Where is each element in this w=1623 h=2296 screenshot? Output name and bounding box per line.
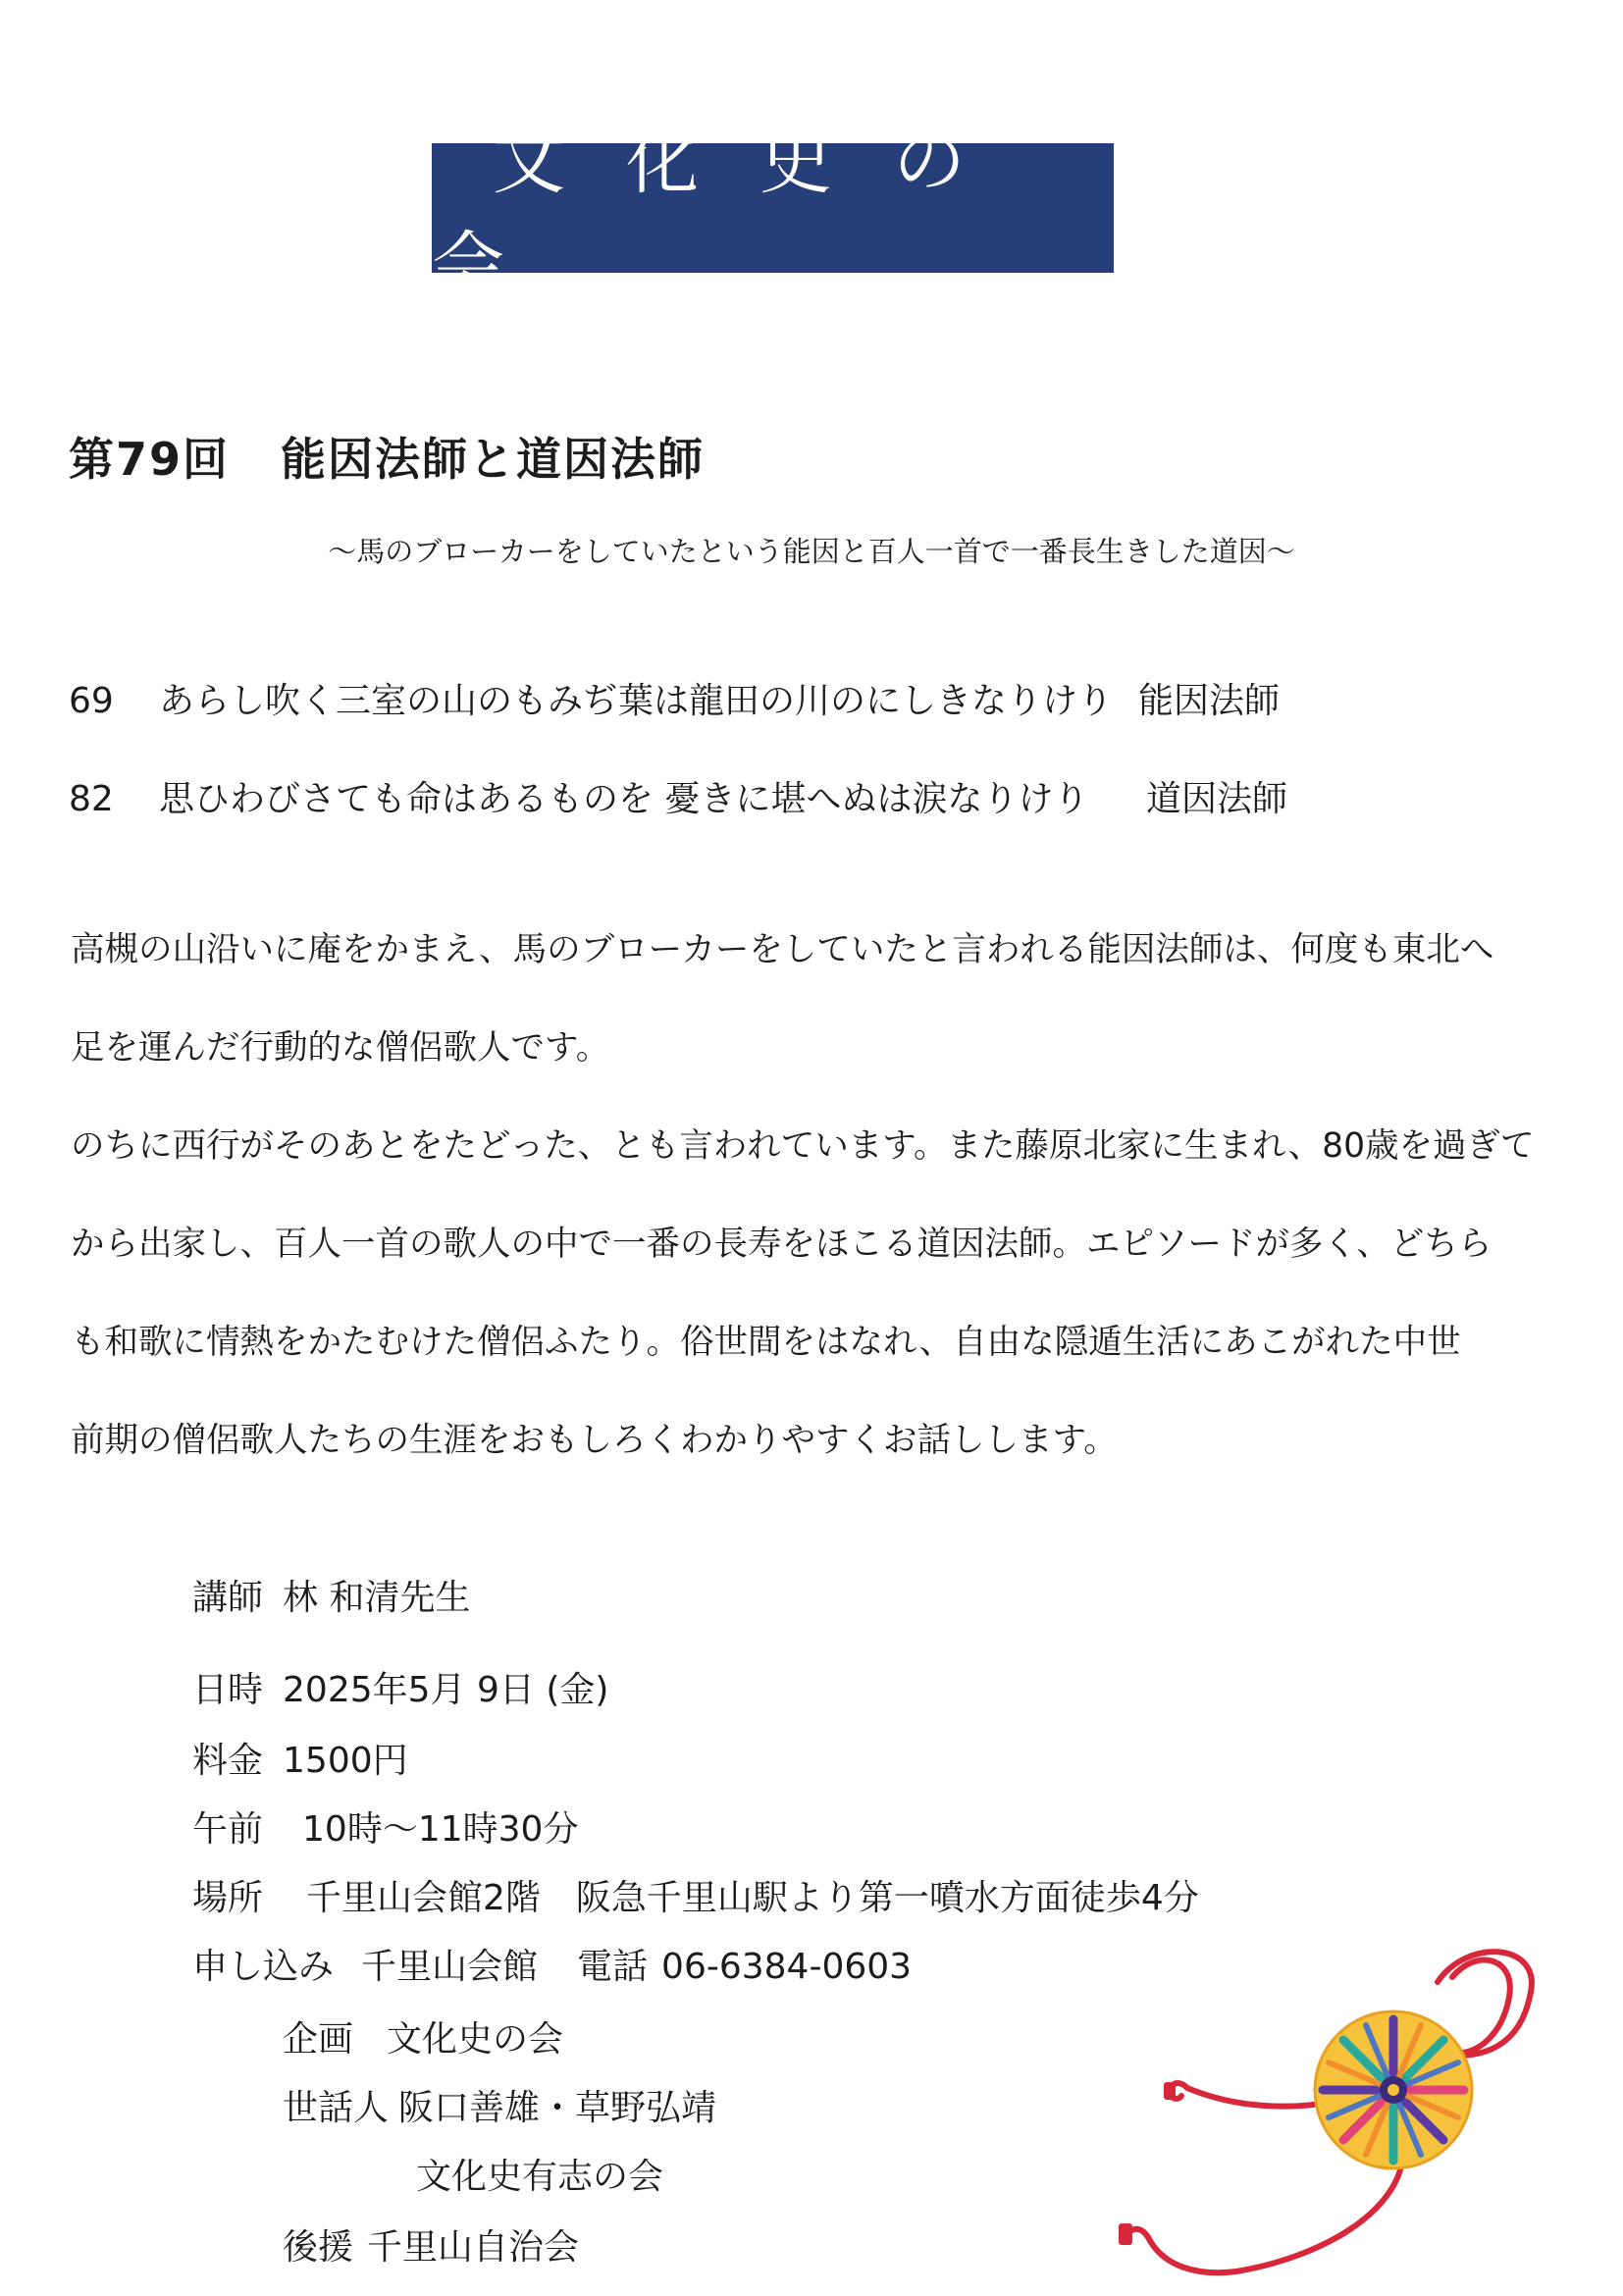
paragraph-line: 足を運んだ行動的な僧侶歌人です。: [71, 1028, 610, 1068]
poem-text: 思ひわびさても命はあるものを 憂きに堪へぬは涙なりけり: [159, 779, 1089, 819]
description-paragraph: [71, 901, 1562, 1097]
paragraph-line: 前期の僧侶歌人たちの生涯をおもしろくわかりやすくお話しします。: [71, 1421, 1118, 1460]
fee-row: [192, 1733, 408, 1783]
support-value: 千里山自治会: [367, 2227, 580, 2268]
time-value: 10時～11時30分: [302, 1809, 579, 1850]
apply-row: [192, 1939, 912, 1989]
date-value: 2025年5月 9日 (金): [283, 1670, 609, 1710]
place-value: 千里山会館2階: [306, 1878, 541, 1918]
apply-value: 千里山会館: [361, 1947, 539, 1987]
poem-number: 69: [69, 681, 114, 721]
caretakers-row-2: [416, 2149, 663, 2199]
paragraph-line: も和歌に情熱をかたむけた僧侶ふたり。俗世間をはなれ、自由な隠遁生活にあこがれた中世: [71, 1323, 1461, 1362]
poem-number: 82: [69, 779, 114, 819]
apply-label: 申し込み: [192, 1947, 335, 1987]
lecturer-row: [192, 1570, 470, 1620]
poem-line: [69, 771, 1288, 821]
caretakers-row: [283, 2080, 716, 2130]
lecture-number: 第79回: [69, 433, 231, 486]
fee-value: 1500円: [283, 1741, 408, 1781]
poem-author: 能因法師: [1138, 681, 1281, 721]
place-row: [192, 1870, 1199, 1920]
poem-line: [69, 673, 1281, 723]
lecturer-label: 講師: [192, 1578, 264, 1618]
support-row: [283, 2219, 579, 2270]
title-banner: [432, 120, 1114, 308]
paragraph-line: のちに西行がそのあとをたどった、とも言われています。また藤原北家に生まれ、80歳を過ぎて: [71, 1126, 1535, 1166]
lecture-subtitle: ～馬のブローカーをしていたという能因と百人一首で一番長生きした道因～: [328, 535, 1295, 568]
poem-text: あらし吹く三室の山のもみぢ葉は龍田の川のにしきなりけり: [159, 681, 1114, 721]
plan-label: 企画: [283, 2019, 354, 2060]
fee-label: 料金: [192, 1741, 264, 1781]
caretakers-label: 世話人: [283, 2088, 390, 2128]
page-title: 文化史の会: [432, 120, 1026, 308]
caretakers-value-2: 文化史有志の会: [416, 2157, 664, 2197]
place-label: 場所: [192, 1878, 264, 1918]
lecturer-value: 林 和清先生: [283, 1578, 471, 1618]
support-label: 後援: [283, 2227, 354, 2268]
plan-row: [283, 2011, 563, 2061]
date-row: [192, 1662, 608, 1712]
paragraph-line: 高槻の山沿いに庵をかまえ、馬のブローカーをしていたと言われる能因法師は、何度も東北へ: [71, 930, 1494, 969]
description-paragraph: [71, 1097, 1562, 1489]
phone-number: 06-6384-0603: [661, 1947, 913, 1987]
lecture-heading: [69, 424, 705, 489]
time-row: [192, 1801, 578, 1852]
date-label: 日時: [192, 1670, 264, 1710]
plan-value: 文化史の会: [387, 2019, 564, 2060]
paragraph-line: から出家し、百人一首の歌人の中で一番の長寿をほこる道因法師。エピソードが多く、どちら: [71, 1225, 1492, 1264]
time-label: 午前: [192, 1809, 264, 1850]
lecture-topic: 能因法師と道因法師: [281, 433, 706, 486]
place-access: 阪急千里山駅より第一噴水方面徒歩4分: [575, 1878, 1199, 1918]
temari-ball-icon: [1079, 1943, 1590, 2296]
poem-author: 道因法師: [1146, 779, 1288, 819]
caretakers-value: 阪口善雄・草野弘靖: [398, 2088, 717, 2128]
phone-label: 電話: [577, 1947, 649, 1987]
